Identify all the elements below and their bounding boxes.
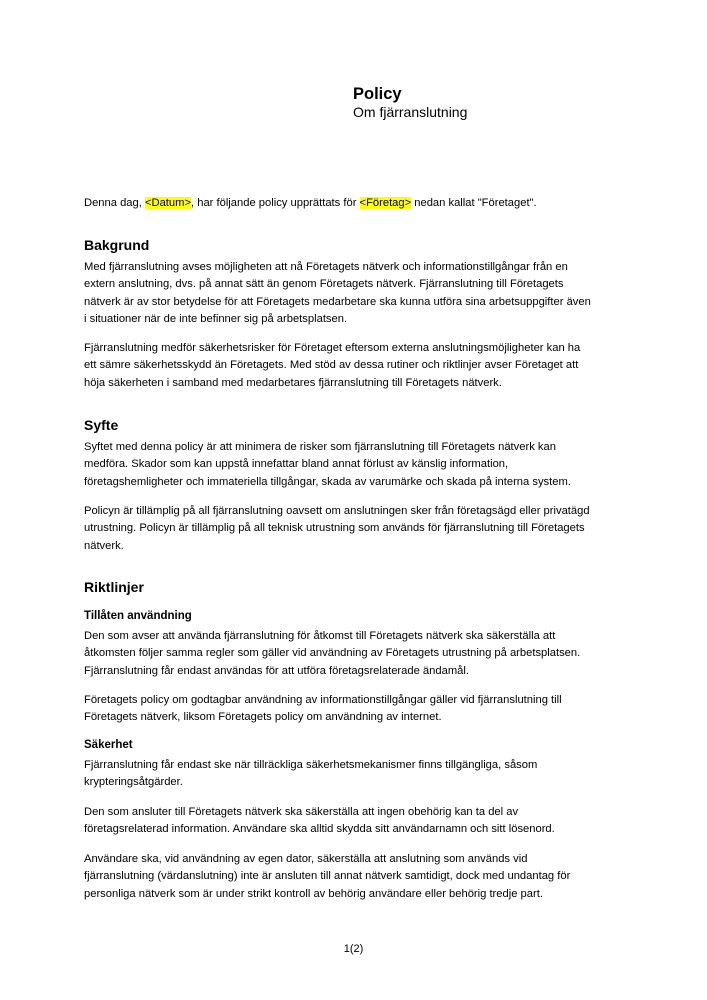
text-line: i situationer när de inte befinner sig på arbetsplatsen. <box>84 312 348 325</box>
intro-text-3: nedan kallat "Företaget". <box>411 197 537 209</box>
text-line: Fjärranslutning får endast användas för att utföra företagsrelaterade ändamål. <box>84 664 469 677</box>
date-placeholder: <Datum> <box>144 197 191 209</box>
heading-riktlinjer: Riktlinjer <box>84 579 144 595</box>
text-line: Syftet med denna policy är att minimera de risker som fjärranslutning till Företagets nätverk kan <box>84 441 556 453</box>
heading-bakgrund: Bakgrund <box>84 237 150 253</box>
text-line: Fjärranslutning medför säkerhetsrisker för Företaget eftersom externa anslutningsmöjligheter kan ha <box>84 342 581 354</box>
text-line: Med fjärranslutning avses möjligheten att nå Företagets nätverk och informationstillgångar från en <box>84 261 568 273</box>
text-line: åtkomsten följer samma regler som gäller vid användning av Företagets utrustning på arbetsplatsen. <box>84 647 581 660</box>
bakgrund-paragraph-2 <box>84 340 629 392</box>
text-line: nätverk är av stor betydelse för att Företagets medarbetare ska kunna utföra sina arbetsuppgifter även <box>84 295 591 308</box>
text-line: företagshemligheter och immateriella tillgångar, skada av varumärke och skada på interna system. <box>84 475 571 488</box>
text-line: Företagets nätverk, liksom Företagets policy om användning av internet. <box>84 711 442 724</box>
syfte-paragraph-1 <box>84 439 629 491</box>
sakerhet-paragraph-3 <box>84 851 629 903</box>
tillaten-paragraph-2 <box>84 692 629 727</box>
text-line: Policyn är tillämplig på all fjärranslutning oavsett om anslutningen sker från företagsägd eller privatägd <box>84 505 590 517</box>
text-line: företagsrelaterad information. Användare ska alltid skydda sitt användarnamn och sitt lösenord. <box>84 823 555 836</box>
intro-paragraph <box>84 195 629 212</box>
document-subtitle: Om fjärranslutning <box>353 104 468 120</box>
text-line: krypteringsåtgärder. <box>84 776 183 789</box>
syfte-paragraph-2 <box>84 503 629 555</box>
intro-text-1: Denna dag, <box>84 197 145 209</box>
company-placeholder: <Företag> <box>359 197 412 209</box>
intro-text-2: , har följande policy upprättats för <box>191 197 360 209</box>
sakerhet-paragraph-1 <box>84 757 629 792</box>
title-block <box>353 85 467 121</box>
page-number: 1(2) <box>343 943 364 955</box>
text-line: medföra. Skador som kan uppstå innefattar bland annat förlust av känslig information, <box>84 458 509 471</box>
text-line: Fjärranslutning får endast ske när tillräckliga säkerhetsmekanismer finns tillgängliga, såsom <box>84 759 538 771</box>
text-line: höja säkerheten i samband med medarbetares fjärranslutning till Företagets nätverk. <box>84 376 502 389</box>
bakgrund-paragraph-1 <box>84 259 629 328</box>
text-line: Företagets policy om godtagbar användning av informationstillgångar gäller vid fjärranslutning till <box>84 694 562 706</box>
text-line: personliga nätverk som är under strikt kontroll av behörig användare eller behörig tredje part. <box>84 887 543 900</box>
text-line: extern anslutning, dvs. på annat sätt än genom Företagets nätverk. Fjärranslutning till Företagets <box>84 278 564 291</box>
text-line: nätverk. <box>84 539 124 552</box>
text-line: Användare ska, vid användning av egen dator, säkerställa att anslutning som används vid <box>84 853 528 865</box>
tillaten-paragraph-1 <box>84 628 629 680</box>
sakerhet-paragraph-2 <box>84 804 629 839</box>
heading-syfte: Syfte <box>84 417 119 433</box>
text-line: ett sämre säkerhetsskydd än Företagets. Med stöd av dessa rutiner och riktlinjer avser Företaget att <box>84 359 579 372</box>
text-line: utrustning. Policyn är tillämplig på all teknisk utrustning som används för fjärranslutning till Företagets <box>84 522 585 535</box>
heading-tillaten-anvandning: Tillåten användning <box>84 610 192 622</box>
document-title: Policy <box>353 85 402 103</box>
text-line: Den som ansluter till Företagets nätverk ska säkerställa att ingen obehörig kan ta del av <box>84 806 519 818</box>
heading-sakerhet: Säkerhet <box>84 739 133 751</box>
text-line: Den som avser att använda fjärranslutning för åtkomst till Företagets nätverk ska säkerställa att <box>84 630 556 642</box>
text-line: fjärranslutning (värdanslutning) inte är ansluten till annat nätverk samtidigt, dock med undantag för <box>84 870 571 883</box>
